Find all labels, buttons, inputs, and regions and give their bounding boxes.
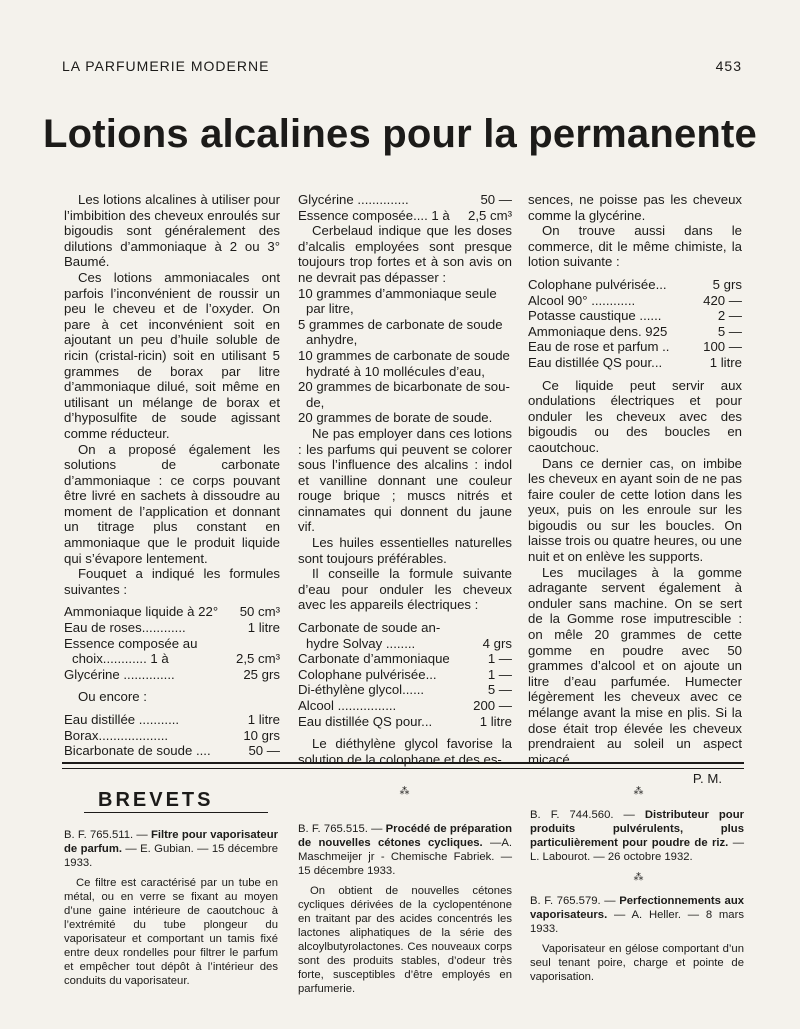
ingredient-name: Essence composée.... 1 à [298,207,450,223]
list-item: 20 grammes de bicarbonate de sou- [298,379,510,395]
list-item: 10 grammes de carbonate de soude [298,347,510,363]
brevet-765579 [530,894,744,984]
brevet-title: Procédé de préparation de nouvelles cétones cycliques. [298,823,512,849]
formula-row [64,636,280,652]
brevet-meta: — A. Heller. — 8 mars 1933. [530,909,745,935]
ingredient-name: Alcool ................ [298,698,397,713]
brevet-title: Distributeur pour produits pulvérulents, plus particulièrement pour poudre de riz. [530,809,744,849]
ingredient-quantity: 10 grs [243,727,280,743]
paragraph: On trouve aussi dans le commerce, dit le même chimiste, la lotion suivante : [528,223,742,270]
ingredient-quantity: 50 — [248,743,280,759]
paragraph: sences, ne poisse pas les cheveux comme la glycérine. [528,192,742,223]
formula-row [298,651,512,667]
ingredient-quantity: 2,5 cm³ [468,207,512,223]
formula-row [64,712,280,728]
brevet-meta: — E. Gubian. — 15 décembre 1933. [64,843,279,869]
paragraph: On a proposé également les solutions de carbonate d’ammoniaque : ce corps pouvant être livré en sachets à dissoudre au moment de l’application et donnant un titrage plus constant en ammoniaque que le produit liquide qui s’évapore lentement. [64,441,280,566]
formula-electric [298,620,512,729]
brevet-ref: B. F. 744.560. — [530,809,635,821]
list-item: 5 grammes de carbonate de soude [298,316,503,332]
formula-row [64,728,280,744]
formula-row [64,604,280,620]
ingredient-quantity: 200 — [473,698,512,713]
ingredient-quantity: 25 grs [243,666,280,682]
formula-row [528,324,742,340]
ingredient-name: Eau distillée ........... [64,712,180,727]
formula-row [528,355,742,371]
formula-row [298,714,512,730]
ingredient-quantity: 2,5 cm³ [236,651,280,667]
formula-row [64,743,280,759]
ingredient-name: Eau de rose et parfum .. [528,339,670,355]
ingredient-quantity: 5 — [717,323,742,339]
asterism: ⁂ [399,786,411,797]
formula-row [298,192,512,208]
article-column-1 [64,192,280,759]
formula-row [298,667,512,683]
brevet-ref: B. F. 765.579. — [530,895,616,907]
formula-row [528,277,742,293]
list-item: hydraté à 10 mollécules d’eau, [306,363,485,379]
ingredient-name: Ammoniaque liquide à 22° [64,604,219,620]
ingredient-name: Carbonate d’ammoniaque [298,651,450,667]
formula-row [298,682,512,698]
brevet-ref: B. F. 765.511. — [64,829,148,841]
brevet-title: Filtre pour vaporisateur de parfum. [64,829,279,855]
ingredient-name: Colophane pulvérisée... [298,666,437,682]
formula-row [528,293,742,309]
ingredient-name: Alcool 90° ............ [528,292,636,308]
ingredient-name: Bicarbonate de soude .... [64,743,211,759]
formula-row [64,667,280,683]
signature: P. M. [692,771,722,787]
formula-commerce [528,277,742,371]
ingredient-name: Ammoniaque dens. 925 [528,323,668,339]
ingredient-quantity: 50 cm³ [239,604,280,620]
ingredient-name: Essence composée au [64,635,198,651]
ingredient-quantity: 1 litre [709,354,742,370]
ingredient-quantity: 100 — [703,339,742,355]
running-head-journal: LA PARFUMERIE MODERNE [62,58,270,74]
ingredient-quantity: 420 — [703,292,742,308]
list-item: de, [306,394,325,410]
ingredient-name: Di-éthylène glycol...... [298,682,425,698]
paragraph: Les lotions alcalines à utiliser pour l’imbibition des cheveux enroulés sur bigoudis sont généralement des dilutions d’ammoniaque à 2 ou 3° Baumé. [64,192,280,270]
ingredient-name: Glycérine .............. [298,192,409,207]
ingredient-quantity: 5 grs [712,276,742,292]
paragraph: Les mucilages à la gomme adragante servent également à onduler sans machine. On se sert de la Gomme rose imputrescible : on mêle 20 grammes de cette gomme en poudre avec 50 grammes d’alcool et on ajoute un litre d’eau parfumée. Humecter légèrement les cheveux avec ce mélange avant la mise en plis. Si la dose était trop élevée les cheveux prendraient au soleil un aspect micacé. [528,564,742,767]
formula-row [64,651,280,667]
ingredient-quantity: 5 — [487,682,512,698]
ingredient-quantity: 1 litre [247,712,280,727]
brevet-744560 [530,808,744,864]
formula-row [528,308,742,324]
paragraph: Cerbelaud indique que les doses d’alcalis employées sont presque toujours trop fortes et à son avis on ne devrait pas dépasser : [298,223,512,285]
list-item: par litre, [306,301,354,317]
article-column-2 [298,192,512,767]
formula-row [298,208,512,224]
paragraph: Ne pas employer dans ces lotions : les parfums qui peuvent se colorer sous l’influence des alcalins : indol et vanilline donnant une couleur rouge brique ; muscs nitrés et cinnamates qui donnent du jaune vif. [298,425,512,535]
ingredient-name: choix............ 1 à [72,651,169,667]
ingredient-name: Eau distillée QS pour... [298,713,433,729]
brevet-text: On obtient de nouvelles cétones cycliques dérivées de la cyclopenténone en traitant par des acides concentrés les lactones aliphatiques de la série des alcoylbutyrolactones. Ces nouveaux corps sont des produits stables, d’odeur très forte, susceptibles d’être employés en parfumerie. [298,885,512,995]
paragraph: Ou encore : [78,689,147,705]
ingredient-name: Eau distillée QS pour... [528,354,663,370]
brevet-text: Ce filtre est caractérisé par un tube en métal, ou en verre se fixant au moyen d’une gaine intérieure de caoutchouc à l’extrémité du tube plongeur du vaporisateur et comportant un tamis fixé entre deux rondelles pour filtrer le parfum et empêcher tout dépôt à l’intérieur des conduits du vaporisateur. [64,877,278,987]
asterism: ⁂ [633,872,645,883]
ingredient-quantity: 1 litre [247,620,280,636]
section-divider [62,768,744,769]
brevet-meta: — L. Labourot. — 26 octobre 1932. [530,837,744,863]
formula-continued [298,192,512,223]
ingredient-name: Borax................... [64,727,169,743]
ingredient-quantity: 2 — [717,308,742,324]
ingredient-name: Carbonate de soude an- [298,620,441,636]
article-column-3 [528,192,742,787]
paragraph: Ce liquide peut servir aux ondulations électriques et pour onduler les cheveux avec des bigoudis ou des boucles en caoutchouc. [528,377,742,455]
formula-fouquet [64,604,280,682]
formula-row [528,339,742,355]
page-number: 453 [715,58,742,74]
brevet-ref: B. F. 765.515. — [298,823,383,835]
brevet-765511 [64,828,278,988]
article-title: Lotions alcalines pour la permanente [42,112,758,156]
ingredient-quantity: 50 — [480,192,512,207]
section-divider [62,762,744,764]
list-item: anhydre, [306,332,358,348]
paragraph: Dans ce dernier cas, on imbibe les cheveux en ayant soin de ne pas faire couler de cette lotion dans les yeux, puis on les enroule sur les bigoudis ou sur les boucles. On laisse trois ou quatre heures, ou une nuit et on enlève les supports. [528,455,742,565]
heading-underline [84,812,268,813]
paragraph: Il conseille la formule suivante d’eau pour onduler les cheveux avec les appareils électriques : [298,566,512,613]
ingredient-name: Colophane pulvérisée... [528,276,667,292]
asterism: ⁂ [633,786,645,797]
paragraph: Ces lotions ammoniacales ont parfois l’inconvénient de roussir un peu le cheveu et de l’oxyder. On pare à cet inconvénient soit en ajoutant un peu d’huile soluble de ricin (cristal-ricin) soit en utilisant 5 grammes de borax par litre d’ammoniaque dilué, soit même en utilisant un mélange de borax et d’hyposulfite de soude agissant comme réducteur. [64,269,280,441]
ingredient-name: Potasse caustique ...... [528,308,662,324]
list-item: 10 grammes d’ammoniaque seule [298,285,497,301]
brevets-heading: BREVETS [98,789,214,811]
paragraph: Les huiles essentielles naturelles sont toujours préférables. [298,535,512,566]
paragraph: Le diéthylène glycol favorise la solution de la colophane et des es- [298,736,512,767]
formula-row [298,636,512,652]
ingredient-name: Glycérine .............. [64,666,175,682]
cerbelaud-list [298,286,512,426]
brevet-765515 [298,822,512,996]
ingredient-quantity: 4 grs [482,635,512,651]
formula-row [64,620,280,636]
formula-row [298,698,512,714]
brevet-meta: —A. Maschmeijer jr - Chemische Fabriek. — 15 décembre 1933. [298,837,512,877]
formula-ou-encore [64,712,280,759]
paragraph: Fouquet a indiqué les formules suivantes : [64,566,280,597]
formula-row [298,620,512,636]
ingredient-quantity: 1 — [487,651,512,667]
ingredient-name: hydre Solvay ........ [306,635,416,651]
ingredient-name: Eau de roses............ [64,620,186,636]
brevet-title: Perfectionnements aux vaporisateurs. [530,895,745,921]
list-item: 20 grammes de borate de soude. [298,410,493,426]
ingredient-quantity: 1 litre [479,713,512,729]
ingredient-quantity: 1 — [487,666,512,682]
brevet-text: Vaporisateur en gélose comportant d’un seul tenant poire, charge et pointe de vaporisation. [530,943,744,983]
